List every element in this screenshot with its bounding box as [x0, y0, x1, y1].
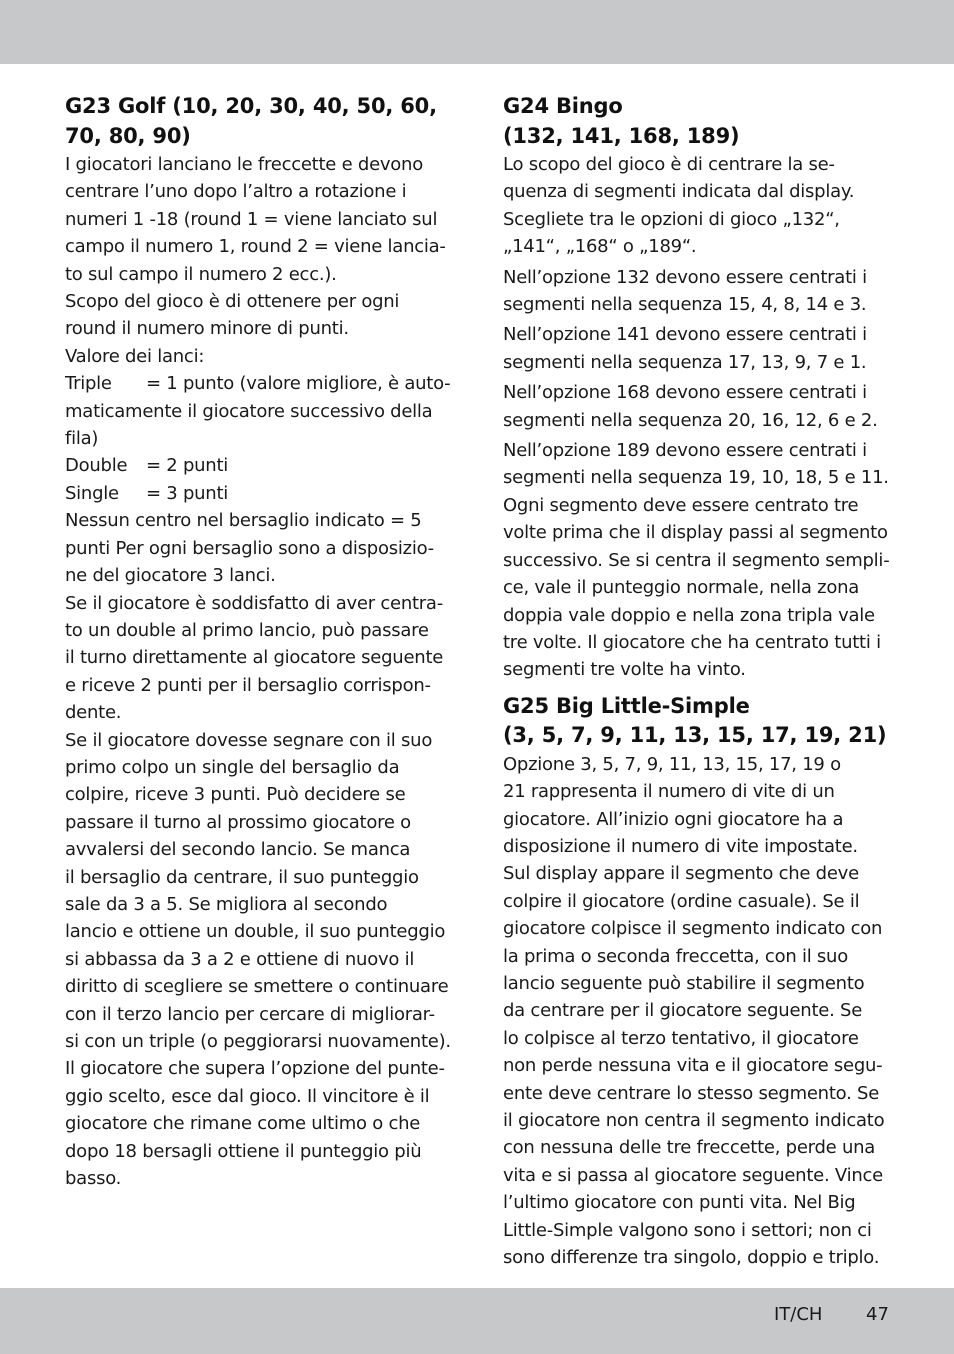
scoring-row-triple — [65, 370, 457, 397]
text-line: Nell’opzione 141 devono essere centrati i — [503, 324, 867, 346]
g24-paragraph — [503, 437, 895, 684]
text-line: vita e si passa al giocatore seguente. Vince — [503, 1164, 883, 1186]
text-line: diritto di scegliere se smettere o continuare — [65, 976, 449, 998]
text-line: successivo. Se si centra il segmento sempli- — [503, 549, 890, 571]
text-line: il bersaglio da centrare, il suo punteggio — [65, 866, 419, 888]
scoring-row-double — [65, 452, 457, 479]
text-line: volte prima che il display passi al segmento — [503, 522, 888, 544]
right-column — [503, 92, 895, 1271]
text-line: to sul campo il numero 2 ecc.). — [65, 263, 337, 285]
text-line: non perde nessuna vita e il giocatore segu- — [503, 1055, 883, 1077]
text-line: I giocatori lanciano le freccette e devono — [65, 154, 423, 175]
text-line: sono differenze tra singolo, doppio e triplo. — [503, 1247, 880, 1269]
text-line: dopo 18 bersagli ottiene il punteggio più — [65, 1140, 422, 1162]
text-line: con il terzo lancio per cercare di migliorar- — [65, 1003, 435, 1025]
g23-body — [65, 151, 457, 1192]
g24-paragraph — [503, 264, 895, 319]
text-line: ce, vale il punteggio normale, nella zona — [503, 577, 860, 599]
text-line: doppia vale doppio e nella zona tripla vale — [503, 604, 875, 626]
text-line: lancio e ottiene un double, il suo punteggio — [65, 921, 446, 943]
text-line: e riceve 2 punti per il bersaglio corrispon- — [65, 674, 431, 696]
scoring-row-single — [65, 480, 457, 507]
text-line: lancio seguente può stabilire il segmento — [503, 972, 865, 994]
header-band — [0, 0, 954, 64]
text-line: fila) — [65, 428, 99, 450]
text-line: centrare l’uno dopo l’altro a rotazione i — [65, 181, 407, 203]
text-line: tre volte. Il giocatore che ha centrato tutti i — [503, 631, 881, 653]
g23-title-line: G23 Golf (10, 20, 30, 40, 50, 60, — [65, 94, 437, 118]
text-line: giocatore colpisce il segmento indicato con — [503, 918, 883, 940]
g25-title-line: (3, 5, 7, 9, 11, 13, 15, 17, 19, 21) — [503, 723, 887, 748]
text-line: il giocatore non centra il segmento indicato — [503, 1110, 885, 1131]
text-line: Nell’opzione 132 devono essere centrati i — [503, 266, 867, 288]
text-line: Scopo del gioco è di ottenere per ogni — [65, 291, 400, 313]
text-line: 21 rappresenta il numero di vite di un — [503, 781, 835, 803]
text-line: basso. — [65, 1168, 122, 1190]
text-line: colpire il giocatore (ordine casuale). Se il — [503, 890, 860, 912]
text-line: la prima o seconda freccetta, con il suo — [503, 945, 848, 967]
text-line: maticamente il giocatore successivo della — [65, 400, 433, 422]
text-line: lo colpisce al terzo tentativo, il giocatore — [503, 1027, 859, 1049]
text-line: Nell’opzione 189 devono essere centrati i — [503, 440, 867, 462]
left-column — [65, 92, 457, 1192]
g24-paragraph — [503, 379, 895, 434]
text-line: Se il giocatore è soddisfatto di aver centra- — [65, 592, 443, 614]
text-line: Sul display appare il segmento che deve — [503, 863, 859, 885]
text-line: Opzione 3, 5, 7, 9, 11, 13, 15, 17, 19 o — [503, 753, 841, 775]
text-line: si con un triple (o peggiorarsi nuovamente). — [65, 1031, 451, 1052]
text-line: si abbassa da 3 a 2 e ottiene di nuovo il — [65, 948, 415, 970]
text-line: Little-Simple valgono sono i settori; non ci — [503, 1219, 872, 1241]
scoring-term: Double — [65, 455, 128, 477]
text-line: disposizione il numero di vite impostate. — [503, 835, 858, 857]
g25-title — [503, 692, 895, 751]
text-line: Nell’opzione 168 devono essere centrati i — [503, 382, 867, 404]
text-line: giocatore che rimane come ultimo o che — [65, 1113, 421, 1135]
text-line: Il giocatore che supera l’opzione del punte- — [65, 1058, 445, 1080]
text-line: il turno direttamente al giocatore seguente — [65, 647, 444, 669]
text-line: passare il turno al prossimo giocatore o — [65, 811, 411, 833]
text-line: punti Per ogni bersaglio sono a disposizio- — [65, 537, 434, 559]
g24-title-line: (132, 141, 168, 189) — [503, 123, 740, 148]
scoring-term: Triple — [65, 373, 112, 395]
text-line: to un double al primo lancio, può passare — [65, 619, 429, 641]
text-line: „141“, „168“ o „189“. — [503, 236, 697, 258]
text-line: segmenti nella sequenza 19, 10, 18, 5 e 11. — [503, 467, 889, 489]
g23-title-line: 70, 80, 90) — [65, 123, 191, 148]
text-line: con nessuna delle tre freccette, perde una — [503, 1137, 876, 1159]
text-line: segmenti nella sequenza 15, 4, 8, 14 e 3. — [503, 294, 867, 316]
text-line: l’ultimo giocatore con punti vita. Nel Big — [503, 1192, 856, 1214]
text-line: sale da 3 a 5. Se migliora al secondo — [65, 893, 388, 915]
g24-paragraph — [503, 321, 895, 376]
text-line: primo colpo un single del bersaglio da — [65, 756, 400, 778]
text-line: Nessun centro nel bersaglio indicato = 5 — [65, 510, 422, 532]
text-line: segmenti nella sequenza 17, 13, 9, 7 e 1. — [503, 351, 867, 373]
page-number: 47 — [866, 1304, 889, 1325]
text-line: colpire, riceve 3 punti. Può decidere se — [65, 784, 406, 806]
text-line: Lo scopo del gioco è di centrare la se- — [503, 154, 835, 175]
text-line: quenza di segmenti indicata dal display. — [503, 181, 855, 203]
text-line: avvalersi del secondo lancio. Se manca — [65, 839, 411, 861]
scoring-value: = 2 punti — [146, 455, 229, 477]
text-line: dente. — [65, 702, 122, 724]
text-line: Ogni segmento deve essere centrato tre — [503, 494, 859, 516]
text-line: Se il giocatore dovesse segnare con il suo — [65, 729, 433, 751]
text-line: da centrare per il giocatore seguente. Se — [503, 1000, 863, 1022]
g24-title — [503, 92, 895, 151]
scoring-value: = 3 punti — [146, 482, 229, 504]
scoring-term: Single — [65, 482, 119, 504]
g24-paragraph — [503, 151, 895, 261]
text-line: numeri 1 -18 (round 1 = viene lanciato sul — [65, 208, 438, 230]
g25-body — [503, 751, 895, 1272]
g23-title — [65, 92, 457, 151]
g25-title-line: G25 Big Little-Simple — [503, 693, 750, 718]
text-line: ne del giocatore 3 lanci. — [65, 565, 276, 587]
text-line: Valore dei lanci: — [65, 345, 205, 367]
text-line: giocatore. All’inizio ogni giocatore ha a — [503, 808, 844, 830]
text-line: segmenti tre volte ha vinto. — [503, 659, 746, 681]
text-line: Scegliete tra le opzioni di gioco „132“, — [503, 208, 840, 230]
g24-title-line: G24 Bingo — [503, 94, 623, 118]
text-line: ente deve centrare lo stesso segmento. Se — [503, 1082, 880, 1104]
text-line: segmenti nella sequenza 20, 16, 12, 6 e 2. — [503, 409, 878, 431]
text-line: round il numero minore di punti. — [65, 318, 349, 340]
text-line: campo il numero 1, round 2 = viene lancia- — [65, 236, 446, 258]
scoring-value: = 1 punto (valore migliore, è auto- — [146, 373, 451, 395]
text-line: ggio scelto, esce dal gioco. Il vincitore è il — [65, 1085, 430, 1107]
footer-language: IT/CH — [774, 1304, 823, 1325]
